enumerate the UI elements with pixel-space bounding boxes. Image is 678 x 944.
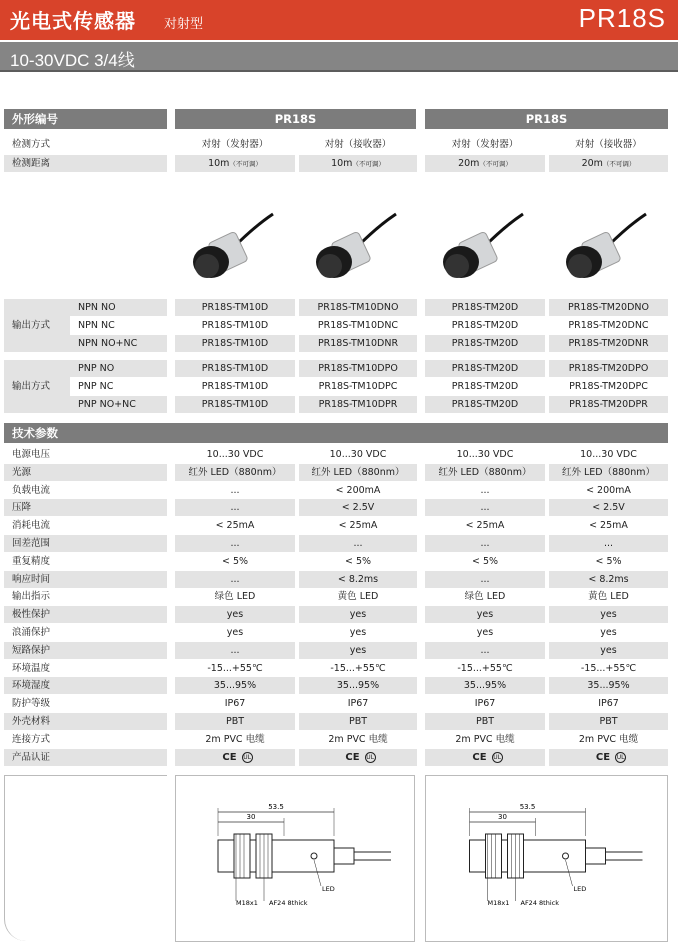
row-label: PNP NO+NC [70, 396, 167, 413]
row-label: 连接方式 [12, 733, 51, 745]
row-label: NPN NC [78, 320, 115, 331]
row-label: 外壳材料 [4, 713, 167, 730]
cell: yes [226, 627, 244, 638]
cell: < 25mA [465, 520, 505, 532]
ul-icon: UL [366, 754, 374, 761]
tech-header: 技术参数 [4, 423, 668, 443]
cell: < 5% [344, 555, 372, 567]
pnp-row [4, 378, 668, 395]
svg-text:AF24 8thick: AF24 8thick [269, 899, 308, 907]
pnp-row [4, 396, 668, 413]
cell: 红外 LED（880nm） [425, 464, 545, 481]
cell: PR18S-TM20D [425, 335, 545, 352]
cell: 35...95% [425, 677, 545, 694]
cell: PR18S-TM20D [451, 381, 519, 392]
cell: 35...95% [549, 677, 668, 694]
cell: yes [299, 606, 417, 623]
row-label: 短路保护 [4, 642, 167, 659]
cell: yes [349, 627, 367, 638]
cell: 35...95% [299, 677, 417, 694]
row-label: 极性保护 [4, 606, 167, 623]
cell: yes [476, 627, 494, 638]
cell: 黄色 LED [588, 591, 629, 603]
cert-cell [175, 749, 295, 766]
svg-text:M18x1: M18x1 [236, 899, 258, 907]
cell: IP67 [347, 698, 369, 710]
dimension-drawing [425, 775, 668, 942]
svg-text:30: 30 [246, 813, 256, 821]
cell: < 5% [221, 555, 249, 567]
title-bar [0, 0, 678, 40]
spec-row [4, 713, 668, 730]
row-label: 环境湿度 [4, 677, 167, 694]
cell: -15...+55℃ [580, 662, 637, 674]
cell: -15...+55℃ [457, 662, 513, 674]
voltage-bar [0, 42, 678, 72]
spec-row [4, 499, 668, 516]
cell: PR18S-TM10D [175, 335, 295, 352]
cell: yes [175, 606, 295, 623]
cell: 对射（发射器） [201, 139, 269, 150]
output-label-pnp: 输出方式 [4, 360, 70, 413]
row-label: 压降 [4, 499, 167, 516]
cell: 绿色 LED [214, 591, 256, 603]
spec-row [4, 731, 668, 748]
cell: PR18S-TM10DNR [299, 335, 417, 352]
pnp-row [4, 360, 668, 377]
svg-text:LED: LED [573, 885, 587, 893]
cell: PR18S-TM10DPC [318, 381, 398, 392]
cell: PR18S-TM20D [425, 396, 545, 413]
cell: < 2.5V [299, 499, 417, 516]
cert-row [4, 749, 668, 766]
cell: ... [480, 484, 490, 496]
row-label: 光源 [4, 464, 167, 481]
detect-distance-row [4, 155, 668, 172]
row-label: 防护等级 [12, 698, 51, 710]
cell: 10m（不可调） [175, 155, 295, 172]
npn-row [4, 299, 668, 316]
cell: 2m PVC 电缆 [455, 733, 515, 745]
cell: 35...95% [175, 677, 295, 694]
cell: PR18S-TM10DNC [317, 320, 399, 331]
cell: PR18S-TM20DNO [549, 299, 668, 316]
cert-cell [299, 749, 417, 766]
cell: 对射（接收器） [575, 139, 642, 150]
row-label: 检测距离 [4, 155, 167, 172]
group-header-2: PR18S [425, 109, 668, 129]
cell: yes [549, 606, 668, 623]
cell: yes [600, 627, 617, 638]
spec-row [4, 517, 668, 534]
spec-row [4, 695, 668, 712]
cell: PR18S-TM20DPR [549, 396, 668, 413]
cell: ... [425, 499, 545, 516]
cell: ... [175, 499, 295, 516]
cell: < 200mA [335, 484, 381, 496]
row-label: 电源电压 [12, 449, 51, 460]
row-label: NPN NO [70, 299, 167, 316]
cell: PBT [549, 713, 668, 730]
output-label-npn: 输出方式 [4, 299, 70, 352]
cell: -15...+55℃ [330, 662, 386, 674]
cell: 10...30 VDC [206, 449, 264, 460]
cell: < 25mA [589, 520, 628, 532]
cell: ... [299, 535, 417, 552]
cell: PR18S-TM10DNO [299, 299, 417, 316]
spec-row [4, 588, 668, 605]
cell: 2m PVC 电缆 [578, 733, 639, 745]
cell: IP67 [474, 698, 496, 710]
ce-icon: CE [222, 752, 237, 763]
cell: 红外 LED（880nm） [175, 464, 295, 481]
spec-row [4, 535, 668, 552]
shape-header: 外形编号 [4, 109, 167, 129]
cell: 10...30 VDC [580, 449, 637, 460]
cell: 对射（接收器） [324, 139, 392, 150]
cell: PR18S-TM20D [425, 360, 545, 377]
cell: yes [549, 642, 668, 659]
cell: PR18S-TM10D [201, 320, 269, 331]
group-header-1: PR18S [175, 109, 416, 129]
cell: < 5% [471, 555, 499, 567]
cert-cell [425, 749, 545, 766]
spec-row [4, 606, 668, 623]
svg-text:53.5: 53.5 [519, 803, 536, 811]
row-label: 环境温度 [12, 662, 51, 674]
cell: < 25mA [215, 520, 255, 532]
npn-row [4, 317, 668, 334]
cell: 10...30 VDC [456, 449, 514, 460]
cell: PR18S-TM10DPR [299, 396, 417, 413]
dimension-drawing [175, 775, 415, 942]
cell: PR18S-TM10D [201, 381, 269, 392]
row-label: 回差范围 [4, 535, 167, 552]
spec-row [4, 571, 668, 588]
row-label: 负载电流 [12, 484, 51, 496]
ce-icon: CE [595, 752, 611, 763]
cell: PR18S-TM20DNC [568, 320, 649, 331]
model-title: PR18S [578, 3, 666, 33]
cell: 20m（不可调） [425, 155, 545, 172]
cell: PR18S-TM20D [451, 320, 519, 331]
ul-icon: UL [616, 754, 625, 761]
cell: ... [425, 535, 545, 552]
page-subtitle: 对射型 [164, 17, 204, 32]
spec-row [4, 482, 668, 499]
cell: < 5% [595, 555, 622, 567]
svg-text:M18x1: M18x1 [487, 899, 510, 907]
row-label: 产品认证 [4, 749, 167, 766]
page-title: 光电式传感器 [10, 9, 136, 33]
cell: PR18S-TM20DNR [549, 335, 668, 352]
detect-method-row [4, 136, 668, 153]
ul-icon: UL [493, 754, 501, 761]
svg-text:30: 30 [498, 813, 507, 821]
cell: ... [175, 642, 295, 659]
cert-cell [549, 749, 668, 766]
row-label: 输出指示 [12, 591, 51, 603]
spec-row [4, 624, 668, 641]
cell: PR18S-TM20DPC [569, 381, 648, 392]
row-label: PNP NC [78, 381, 114, 392]
cell: PBT [299, 713, 417, 730]
cell: PR18S-TM10D [175, 299, 295, 316]
row-label: NPN NO+NC [70, 335, 167, 352]
cell: PBT [175, 713, 295, 730]
cell: 20m（不可调） [549, 155, 668, 172]
ul-icon: UL [243, 754, 251, 761]
cell: PR18S-TM20D [425, 299, 545, 316]
spec-row [4, 464, 668, 481]
cell: 2m PVC 电缆 [205, 733, 265, 745]
cell: IP67 [224, 698, 246, 710]
cell: < 8.2ms [549, 571, 668, 588]
cell: PBT [425, 713, 545, 730]
cell: yes [299, 642, 417, 659]
row-label: 浪涌保护 [12, 627, 51, 638]
cell: PR18S-TM10DPO [299, 360, 417, 377]
cell: ... [175, 535, 295, 552]
spec-row [4, 446, 668, 463]
cell: PR18S-TM20DPO [549, 360, 668, 377]
cell: < 8.2ms [299, 571, 417, 588]
cell: 10m（不可调） [299, 155, 417, 172]
sensor-image [185, 206, 275, 286]
sensor-image [435, 206, 525, 286]
cell: IP67 [598, 698, 619, 710]
spec-row [4, 642, 668, 659]
svg-text:LED: LED [322, 885, 335, 893]
cell: yes [425, 606, 545, 623]
cell: PR18S-TM10D [175, 396, 295, 413]
cell: < 25mA [338, 520, 378, 532]
row-label: 消耗电流 [12, 520, 51, 532]
spec-row [4, 660, 668, 677]
sensor-image [558, 206, 648, 286]
cell: < 200mA [586, 484, 631, 496]
cell: ... [549, 535, 668, 552]
cell: PR18S-TM10D [175, 360, 295, 377]
svg-text:AF24 8thick: AF24 8thick [520, 899, 559, 907]
cell: -15...+55℃ [207, 662, 263, 674]
cell: 绿色 LED [464, 591, 506, 603]
row-label: 重复精度 [12, 555, 51, 567]
cell: 红外 LED（880nm） [299, 464, 417, 481]
cell: ... [425, 642, 545, 659]
sensor-image [308, 206, 398, 286]
cell: 红外 LED（880nm） [549, 464, 668, 481]
npn-row [4, 335, 668, 352]
spec-row [4, 677, 668, 694]
row-label: PNP NO [70, 360, 167, 377]
voltage-text: 10-30VDC 3/4线 [10, 51, 135, 70]
svg-text:53.5: 53.5 [268, 803, 284, 811]
cell: 10...30 VDC [329, 449, 387, 460]
cell: 2m PVC 电缆 [328, 733, 388, 745]
cell: ... [230, 484, 240, 496]
row-label: 检测方式 [12, 139, 51, 150]
spec-row [4, 553, 668, 570]
cell: 对射（发射器） [451, 139, 519, 150]
cell: 黄色 LED [337, 591, 379, 603]
cell: ... [425, 571, 545, 588]
cell: ... [175, 571, 295, 588]
ce-icon: CE [345, 752, 360, 763]
row-label: 响应时间 [4, 571, 167, 588]
empty-panel [4, 775, 167, 941]
cell: < 2.5V [549, 499, 668, 516]
ce-icon: CE [472, 752, 487, 763]
